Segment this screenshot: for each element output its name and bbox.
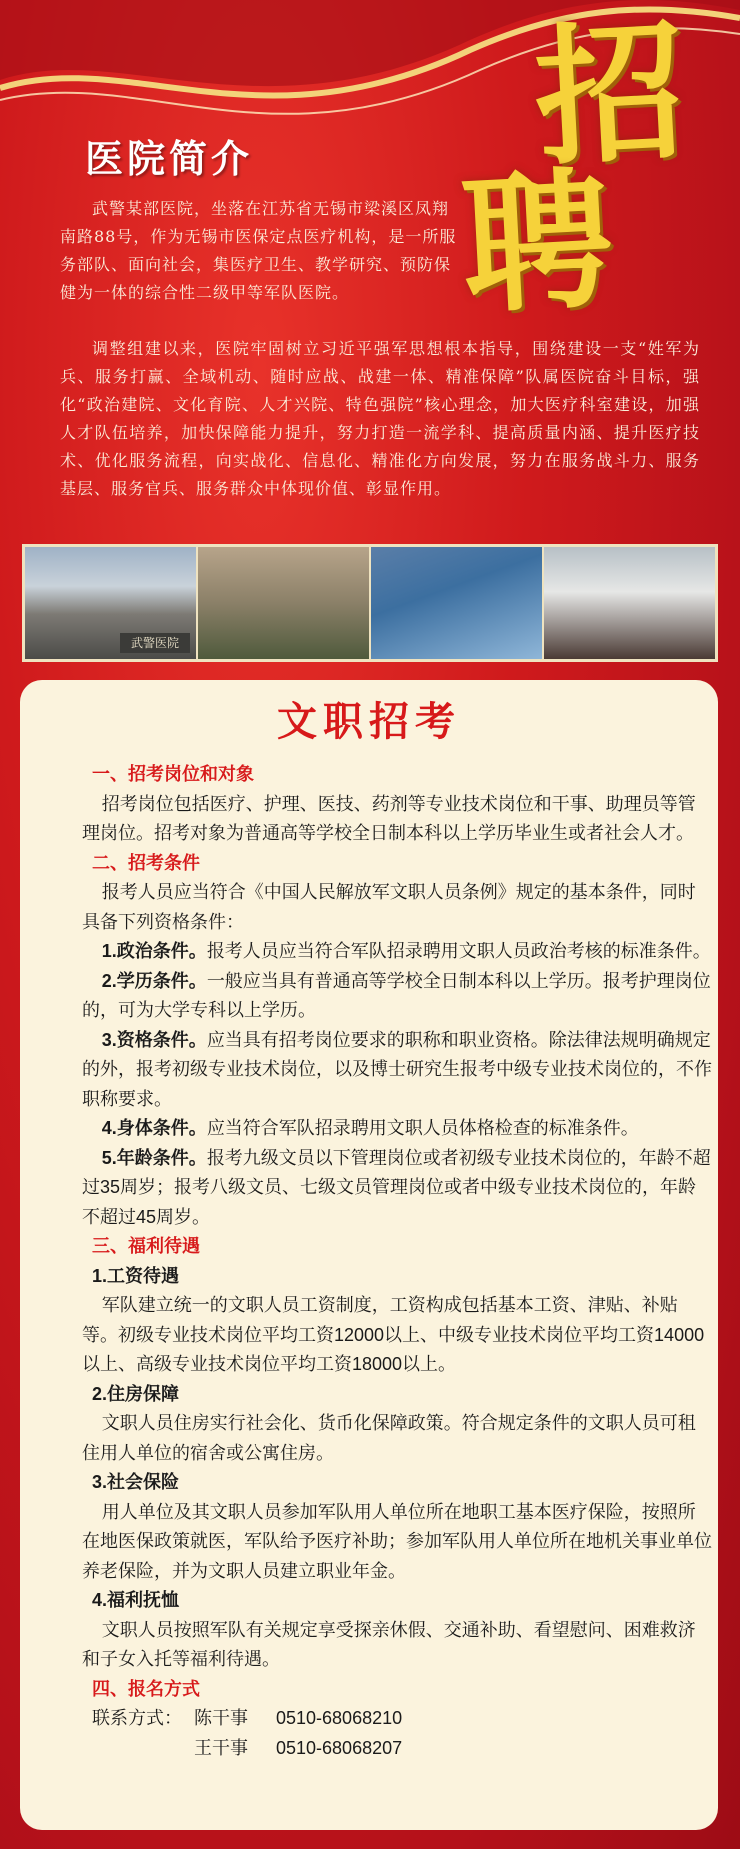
section-heading-benefits: 三、福利待遇 — [92, 1236, 200, 1256]
photo-field-rescue — [198, 547, 369, 659]
card-title: 文职招考 — [277, 698, 461, 745]
benefit-insurance-title: 3.社会保险 — [92, 1472, 180, 1492]
condition-qualification — [82, 1026, 712, 1115]
contact-row-2 — [82, 1734, 712, 1764]
benefit-insurance-text: 用人单位及其文职人员参加军队用人单位所在地职工基本医疗保险，按照所在地医保政策就医，军队给予医疗补助；参加军队用人单位所在地机关事业单位养老保险，并为文职人员建立职业年金。 — [82, 1501, 712, 1581]
benefit-housing-title: 2.住房保障 — [92, 1383, 180, 1404]
headline-char-zhao: 招 — [530, 3, 690, 187]
condition-label: 4.身体条件。 — [101, 1118, 207, 1138]
condition-label: 2.学历条件。 — [101, 970, 207, 991]
headline-char-pin: 聘 — [457, 151, 617, 335]
card-body — [82, 760, 712, 1763]
photo-medical-checkup — [544, 547, 715, 659]
contact-name: 王干事 — [194, 1737, 248, 1758]
benefit-welfare-text: 文职人员按照军队有关规定享受探亲休假、交通补助、看望慰问、困难救济和子女入托等福利待遇。 — [82, 1619, 696, 1669]
benefit-welfare-title: 4.福利抚恤 — [92, 1590, 180, 1610]
positions-text: 招考岗位包括医疗、护理、医技、药剂等专业技术岗位和干事、助理员等管理岗位。招考对象为普通高等学校全日制本科以上学历毕业生或者社会人才。 — [82, 793, 696, 843]
recruitment-card — [20, 680, 718, 1830]
intro-title: 医院简介 — [85, 136, 254, 181]
condition-education — [82, 967, 712, 1026]
contact-label: 联系方式： — [92, 1708, 182, 1728]
contact-phone: 0510-68068207 — [276, 1737, 403, 1758]
condition-age — [82, 1144, 712, 1233]
section-heading-conditions: 二、招考条件 — [92, 852, 200, 873]
condition-text: 应当具有招考岗位要求的职称和职业资格。除法律法规明确规定的外，报考初级专业技术岗位，以及博士研究生报考中级专业技术岗位的，不作职称要求。 — [82, 1029, 712, 1109]
contact-row-1 — [82, 1704, 712, 1734]
benefit-salary-title: 1.工资待遇 — [92, 1265, 180, 1286]
contact-name: 陈干事 — [194, 1708, 248, 1728]
contact-phone: 0510-68068210 — [276, 1708, 403, 1728]
condition-physical — [82, 1114, 712, 1144]
intro-paragraph-2: 调整组建以来，医院牢固树立习近平强军思想根本指导，围绕建设一支“姓军为兵、服务打赢、全域机动、随时应战、战建一体、精准保障”队属医院奋斗目标，强化“政治建院、文化育院、人才兴院、特色强院”核心理念，加大医疗科室建设，加强人才队伍培养，加快保障能力提升，努力打造一流学科、提高质量内涵、提升医疗技术、优化服务流程，向实战化、信息化、精准化方向发展，努力在服务战斗力、服务基层、服务官兵、服务群众中体现价值、彰显作用。 — [60, 339, 700, 498]
conditions-intro: 报考人员应当符合《中国人民解放军文职人员条例》规定的基本条件，同时具备下列资格条件： — [82, 882, 696, 932]
photo-surgery — [371, 547, 542, 659]
benefit-salary-text: 军队建立统一的文职人员工资制度，工资构成包括基本工资、津贴、补贴等。初级专业技术岗位平均工资12000以上、中级专业技术岗位平均工资14000以上、高级专业技术岗位平均工资18000以上。 — [82, 1295, 705, 1374]
section-heading-positions: 一、招考岗位和对象 — [92, 764, 254, 784]
condition-text: 报考九级文员以下管理岗位或者初级专业技术岗位的，年龄不超过35周岁；报考八级文员、七级文员管理岗位或者中级专业技术岗位的，年龄不超过45周岁。 — [82, 1147, 711, 1227]
condition-label: 5.年龄条件。 — [101, 1147, 207, 1168]
condition-political — [82, 937, 712, 967]
condition-text: 报考人员应当符合军队招录聘用文职人员政治考核的标准条件。 — [206, 941, 711, 961]
photo-strip — [22, 544, 718, 662]
contact-label-spacer — [92, 1734, 194, 1764]
condition-label: 3.资格条件。 — [101, 1029, 207, 1050]
photo-hospital-building — [25, 547, 196, 659]
condition-text: 一般应当具有普通高等学校全日制本科以上学历。报考护理岗位的，可为大学专科以上学历。 — [82, 970, 711, 1020]
condition-text: 应当符合军队招录聘用文职人员体格检查的标准条件。 — [206, 1118, 639, 1138]
section-heading-registration: 四、报名方式 — [92, 1678, 200, 1699]
benefit-housing-text: 文职人员住房实行社会化、货币化保障政策。符合规定条件的文职人员可租住用人单位的宿舍或公寓住房。 — [82, 1413, 696, 1463]
condition-label: 1.政治条件。 — [101, 941, 207, 961]
intro-paragraph-1: 武警某部医院，坐落在江苏省无锡市梁溪区凤翔南路88号，作为无锡市医保定点医疗机构，是一所服务部队、面向社会，集医疗卫生、教学研究、预防保健为一体的综合性二级甲等军队医院。 — [60, 199, 457, 302]
hospital-sign: 武警医院 — [120, 633, 190, 653]
